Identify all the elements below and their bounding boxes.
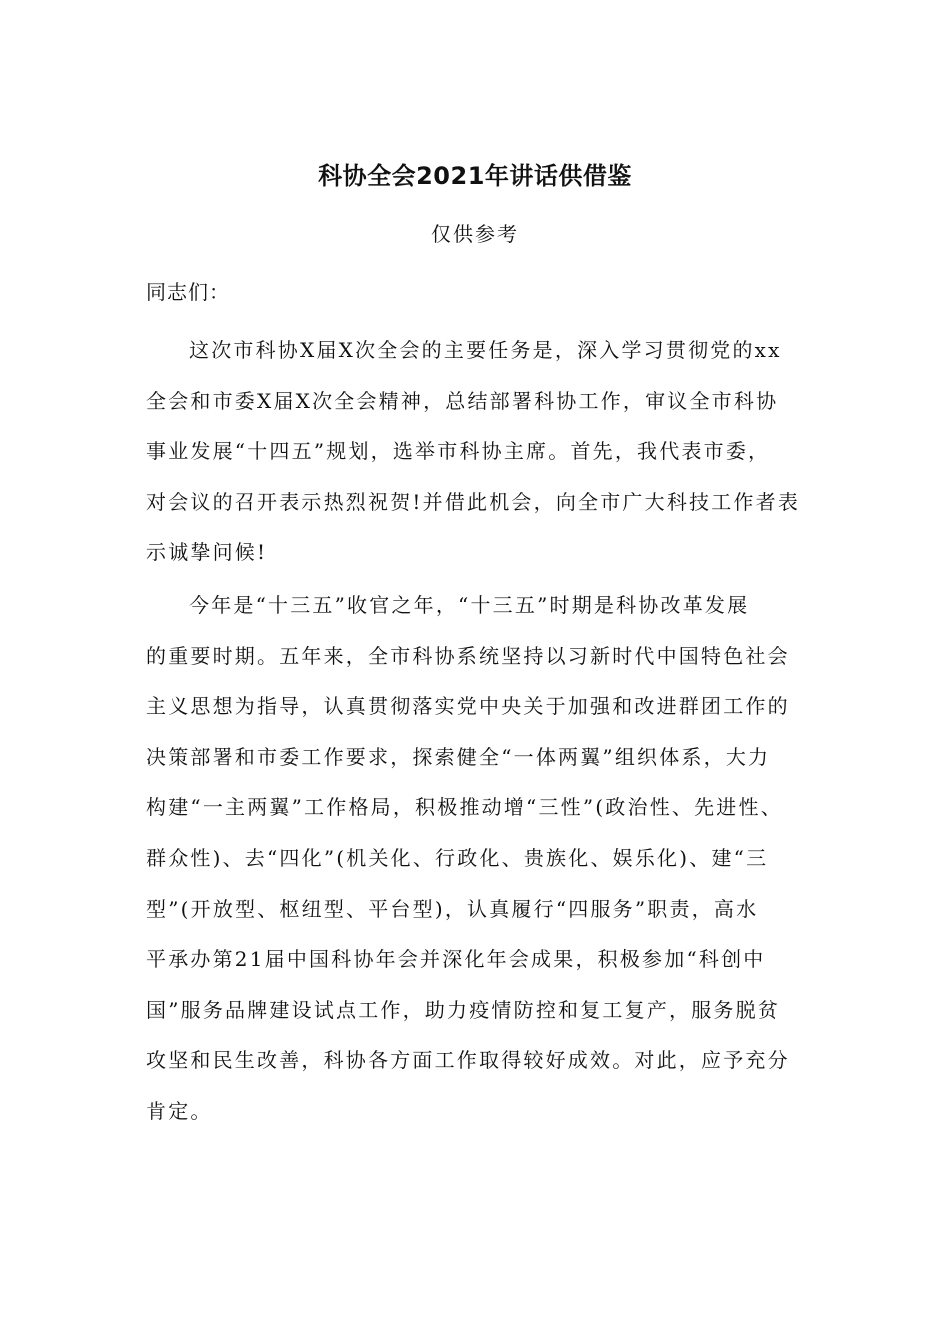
paragraph-line: 全会和市委X届X次全会精神，总结部署科协工作，审议全市科协 xyxy=(146,388,779,413)
paragraph-line: 主义思想为指导，认真贯彻落实党中央关于加强和改进群团工作的 xyxy=(146,694,790,719)
paragraph-line: 决策部署和市委工作要求，探索健全“一体两翼”组织体系，大力 xyxy=(146,744,771,769)
paragraph-line: 型”(开放型、枢纽型、平台型)，认真履行“四服务”职责，高水 xyxy=(146,896,759,921)
paragraph-line: 对会议的召开表示热烈祝贺!并借此机会，向全市广大科技工作者表 xyxy=(146,489,801,514)
paragraph-1 xyxy=(146,334,826,587)
paragraph-line: 国”服务品牌建设试点工作，助力疫情防控和复工复产，服务脱贫 xyxy=(146,997,781,1022)
paragraph-line: 平承办第21届中国科协年会并深化年会成果，积极参加“科创中 xyxy=(146,947,766,972)
salutation: 同志们： xyxy=(146,280,230,304)
paragraph-line: 攻坚和民生改善，科协各方面工作取得较好成效。对此，应予充分 xyxy=(146,1048,790,1073)
paragraph-line: 这次市科协X届X次全会的主要任务是，深入学习贯彻党的xx xyxy=(189,338,782,362)
document-title: 科协全会2021年讲话供借鉴 xyxy=(318,162,632,190)
paragraph-line: 构建“一主两翼”工作格局，积极推动增“三性”(政治性、先进性、 xyxy=(146,795,783,820)
paragraph-line: 事业发展“十四五”规划，选举市科协主席。首先，我代表市委， xyxy=(146,439,771,464)
document-subtitle: 仅供参考 xyxy=(431,222,519,246)
paragraph-2 xyxy=(146,589,826,1146)
paragraph-line: 示诚挚问候! xyxy=(146,540,268,565)
paragraph-line: 肯定。 xyxy=(146,1098,213,1123)
paragraph-line: 今年是“十三五”收官之年，“十三五”时期是科协改革发展 xyxy=(189,593,750,617)
paragraph-line: 的重要时期。五年来，全市科协系统坚持以习新时代中国特色社会 xyxy=(146,643,790,668)
paragraph-line: 群众性)、去“四化”(机关化、行政化、贵族化、娱乐化)、建“三 xyxy=(146,845,769,870)
